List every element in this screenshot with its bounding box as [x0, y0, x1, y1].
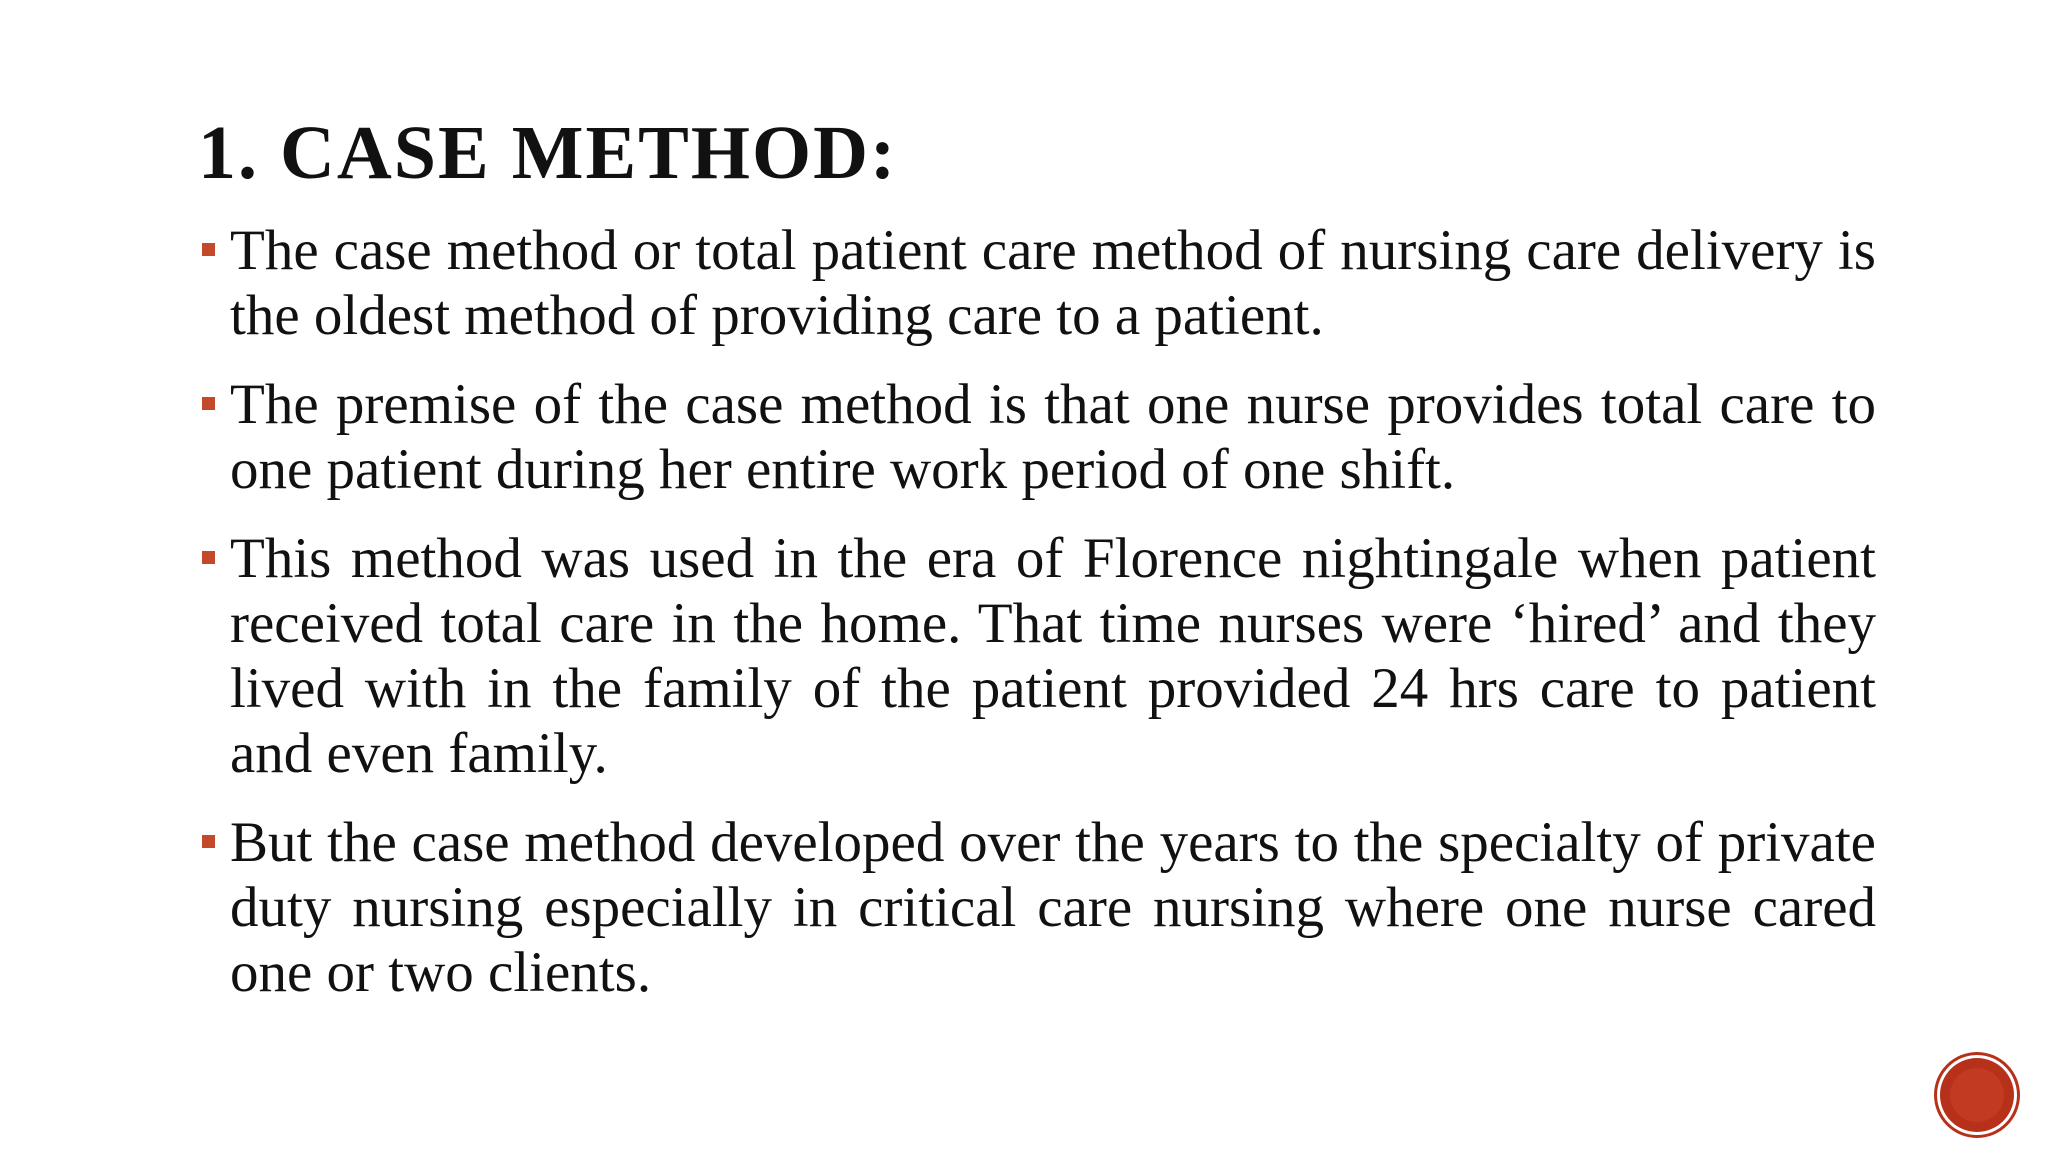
bullet-item — [200, 372, 1876, 502]
bullet-text: But the case method developed over the years to the specialty of private duty nursing especially in critical care nursing where one nurse cared one or two clients. — [230, 811, 1876, 1004]
bullet-text: The case method or total patient care method of nursing care delivery is the oldest method of providing care to a patient. — [230, 219, 1876, 347]
square-bullet-icon — [202, 397, 215, 410]
bullet-text: The premise of the case method is that one nurse provides total care to one patient during her entire work period of one shift. — [230, 373, 1876, 501]
circle-button-icon[interactable] — [1940, 1058, 2014, 1132]
circle-button-inner — [1950, 1068, 2004, 1122]
square-bullet-icon — [202, 551, 215, 564]
slide-title: 1. CASE METHOD: — [198, 111, 898, 195]
bullet-item — [200, 526, 1876, 786]
square-bullet-icon — [202, 243, 215, 256]
square-bullet-icon — [202, 835, 215, 848]
bullet-list — [200, 218, 1876, 1029]
bullet-text: This method was used in the era of Florence nightingale when patient received total care in the home. That time nurses were ‘hired’ and they lived with in the family of the patient provided 24 hrs care to patient and even family. — [230, 527, 1876, 785]
bullet-item — [200, 218, 1876, 348]
bullet-item — [200, 810, 1876, 1005]
